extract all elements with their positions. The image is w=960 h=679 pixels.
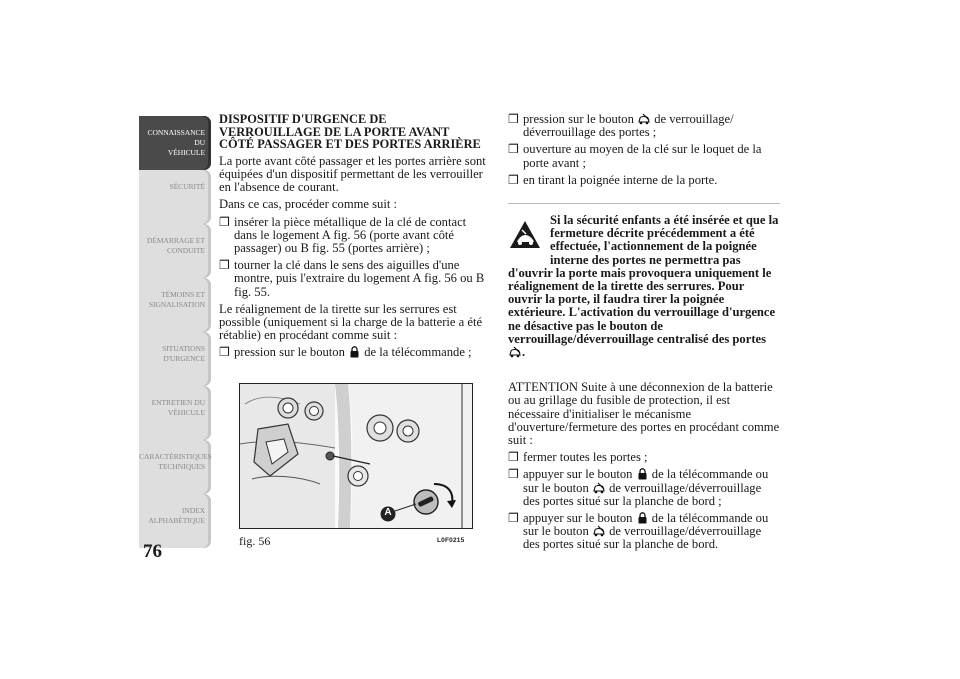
page-number: 76 (143, 541, 162, 562)
tab-demarrage-conduite[interactable] (139, 224, 211, 278)
warning-text-end: . (522, 345, 526, 360)
list-item (508, 451, 780, 464)
tab-label: CONNAISSANCE DU VÉHICULE (147, 128, 205, 157)
tab-situations-urgence[interactable] (139, 332, 211, 386)
list-item-text: appuyer sur le bouton (523, 511, 633, 526)
tab-caracteristiques-techniques[interactable] (139, 440, 211, 494)
list-item-text: ouverture au moyen de la clé sur le loquet de la porte avant ; (523, 142, 762, 170)
checkbox-bullet-icon: ❒ (219, 214, 230, 229)
checkbox-bullet-icon: ❒ (508, 467, 519, 482)
warning-box (508, 203, 780, 359)
car-lock-icon (593, 482, 605, 494)
checkbox-bullet-icon: ❒ (219, 345, 230, 360)
car-lock-icon (638, 113, 650, 125)
tab-temoins-signalisation[interactable] (139, 278, 211, 332)
list-item-text: pression sur le bouton (234, 345, 345, 360)
checkbox-bullet-icon: ❒ (508, 450, 519, 465)
checkbox-bullet-icon: ❒ (508, 142, 519, 157)
list-item (508, 113, 780, 139)
checkbox-bullet-icon: ❒ (508, 511, 519, 526)
tab-label: INDEX ALPHABÉTIQUE (148, 506, 205, 525)
list-item-text: de la télécommande ou sur le bouton (523, 511, 769, 539)
list-item-text: tourner la clé dans le sens des aiguilles d'une montre, puis l'extraire du logement A fig. 56 ou B fig. 55. (234, 258, 485, 299)
attention-paragraph: ATTENTION Suite à une déconnexion de la batterie ou au grillage du fusible de protection, il est nécessaire d'initialiser le mécanisme d'ouverture/fermeture des portes en procédant comme suit : (508, 380, 780, 448)
list-item (219, 216, 487, 256)
checkbox-bullet-icon: ❒ (508, 112, 519, 126)
list-item (219, 259, 487, 299)
padlock-icon (349, 346, 360, 358)
intro-paragraph: La porte avant côté passager et les portes arrière sont équipées d'un dispositif permettant de les verrouiller en l'absence de courant. (219, 153, 486, 195)
car-lock-icon (593, 525, 605, 537)
list-item-text: de verrouillage/déverrouillage des portes situé sur la planche de bord ; (523, 480, 762, 508)
list-item (508, 174, 780, 187)
figure-callout-label: A (384, 507, 392, 518)
tab-label: ENTRETIEN DU VÉHICULE (151, 398, 205, 417)
right-column (508, 113, 780, 556)
list-item-text: de verrouillage/ déverrouillage des portes ; (523, 112, 734, 140)
tab-label: CARACTÉRISTIQUES TECHNIQUES (139, 452, 212, 471)
list-item-text: insérer la pièce métallique de la clé de contact dans le logement A fig. 56 (porte avant côté passager) ou B fig. 55 (portes arrière) ; (234, 214, 467, 255)
car-lock-icon (509, 346, 521, 358)
figure-code: L0F0215 (437, 537, 465, 544)
checkbox-bullet-icon: ❒ (219, 258, 230, 273)
left-column (219, 113, 487, 364)
tab-securite[interactable] (139, 170, 211, 224)
list-item (508, 143, 780, 169)
tab-label: DÉMARRAGE ET CONDUITE (146, 236, 205, 255)
tab-label: TÉMOINS ET SIGNALISATION (148, 290, 205, 309)
list-item-text: pression sur le bouton (523, 112, 634, 126)
procedure-intro: Dans ce cas, procéder comme suit : (219, 197, 397, 212)
section-heading: DISPOSITIF D'URGENCE DE VERROUILLAGE DE LA PORTE AVANT CÔTÉ PASSAGER ET DES PORTES ARRIÈRE (219, 112, 481, 152)
list-item-text: de la télécommande ou sur le bouton (523, 467, 769, 495)
warning-triangle-icon (508, 218, 542, 252)
tab-label: SITUATIONS D'URGENCE (162, 344, 205, 363)
tab-index-alphabetique[interactable] (139, 494, 211, 548)
list-item (219, 346, 487, 359)
warning-text: Si la sécurité enfants a été insérée et que la fermeture décrite précédemment a été effectuée, l'actionnement de la poignée interne des portes ne permettra pas d'ouvrir la porte mais provoquera uniquement le réalignement de la tirette des serrures. Pour ouvrir la porte, il faudra tirer la poignée extérieure. L'activation du verrouillage d'urgence ne désactive pas le bouton de verrouillage/déverrouillage centralisé des portes (508, 213, 779, 346)
list-item-text: de verrouillage/déverrouillage des portes situé sur la planche de bord. (523, 524, 762, 552)
padlock-icon (637, 512, 648, 524)
list-item-text: appuyer sur le bouton (523, 467, 633, 482)
realign-paragraph: Le réalignement de la tirette sur les serrures est possible (uniquement si la charge de la batterie a été rétablie) en procédant comme suit : (219, 301, 483, 343)
door-lock-drawing (240, 384, 472, 528)
tab-label: SÉCURITÉ (169, 182, 205, 191)
figure-door-lock-illustration (239, 383, 473, 529)
list-item-text: de la télécommande ; (364, 345, 472, 360)
chapter-tabs (139, 116, 211, 548)
list-item-text: fermer toutes les portes ; (523, 450, 648, 465)
checkbox-bullet-icon: ❒ (508, 172, 519, 187)
list-item-text: en tirant la poignée interne de la porte. (523, 172, 718, 187)
list-item (508, 468, 780, 508)
tab-entretien-vehicule[interactable] (139, 386, 211, 440)
figure-caption: fig. 56 (239, 534, 271, 548)
padlock-icon (637, 468, 648, 480)
list-item (508, 512, 780, 552)
tab-connaissance-vehicule[interactable] (139, 116, 211, 170)
